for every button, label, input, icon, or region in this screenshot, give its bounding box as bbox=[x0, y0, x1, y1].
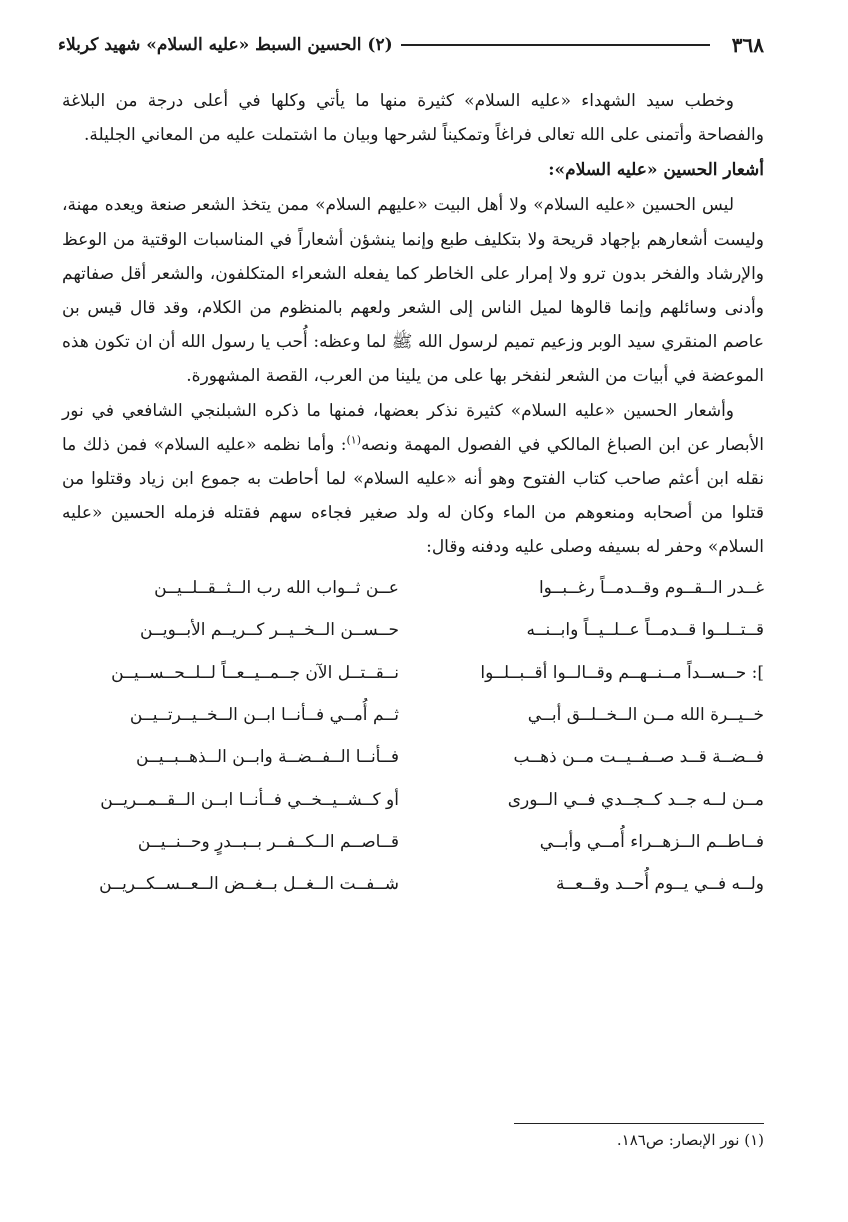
poem-verse bbox=[62, 779, 764, 821]
second-hemistich: حــســن الــخــيــر كــريــم الأبــويــن bbox=[139, 620, 399, 641]
second-hemistich: أو كــشــيــخــي فــأنــا ابــن الــقــمــريــن bbox=[100, 789, 399, 810]
poem-verse bbox=[62, 821, 764, 863]
second-hemistich: نــقــتــل الآن جــمــيــعــاً لــلــحــســيــن bbox=[111, 662, 399, 683]
second-hemistich: ثــم أُمــي فــأنــا ابــن الــخــيــرتــيــن bbox=[129, 704, 399, 725]
poem-verse bbox=[62, 609, 764, 651]
first-hemistich: قــتــلــوا قــدمــاً عــلــيــاً وابــنــه bbox=[526, 620, 764, 641]
first-hemistich: مــن لــه جــد كــجــدي فــي الــورى bbox=[507, 789, 764, 810]
paragraph: ليس الحسين «عليه السلام» ولا أهل البيت «عليهم السلام» ممن يتخذ الشعر صنعة ويعده مهنة، وليست أشعارهم بإجهاد قريحة ولا بتكليف طبع وإنما ينشؤن أشعاراً في المناسبات الوقتية من الوعظ والإرشاد والفخر بدون ترو ولا إمرار على الخاطر كما يفعله الشعراء المتكلفون، والشعر أقل صفاتهم وأدنى وسائلهم وإنما قالوها لميل الناس إلى الشعر ولعهم بالمنظوم من الكلام، وقد قال قيس بن عاصم المنقري سيد الوبر وزعيم تميم لرسول الله ﷺ لما وعظه: أُحب يا رسول الله أن ان تكون هذه الموعضة في أبيات من الشعر لنفخر بها على من يلينا من العرب، القصة المشهورة. bbox=[62, 195, 764, 387]
first-hemistich: فــضــة قــد صــفــيــت مــن ذهــب bbox=[513, 747, 764, 768]
second-hemistich: عــن ثــواب الله رب الــثــقــلــيــن bbox=[154, 577, 399, 598]
poem-verse bbox=[62, 567, 764, 609]
poem-verse bbox=[62, 651, 764, 693]
paragraph-text: : وأما نظمه «عليه السلام» فمن ذلك ما نقله ابن أعثم صاحب كتاب الفتوح وهو أنه «عليه السلام» لما أحاطت به جموع ابن زياد وقتلوا من قتلوا من أصحابه ومنعوهم من الماء وكان له ولد صغير فجاءه سهم فقتله فزمله الحسين «عليه السلام» وحفر له بسيفه وصلى عليه ودفنه وقال: bbox=[62, 434, 764, 558]
poem bbox=[62, 567, 764, 906]
second-hemistich: قــاصــم الــكــفــر بــبــدرٍ وحــنــيــن bbox=[137, 832, 399, 853]
page-header bbox=[58, 28, 764, 62]
header-rule bbox=[401, 44, 710, 46]
poem-verse bbox=[62, 863, 764, 905]
second-hemistich: فــأنــا الــفــضــة وابــن الــذهــبــيــن bbox=[135, 747, 399, 768]
poem-verse bbox=[62, 736, 764, 778]
first-hemistich: خــيــرة الله مــن الــخــلــق أبــي bbox=[527, 704, 764, 725]
first-hemistich: فــاطــم الــزهــراء أُمــي وأبــي bbox=[539, 832, 764, 853]
first-hemistich: ]: حــســداً مــنــهــم وقــالــوا أقــبــلــوا bbox=[480, 662, 764, 683]
running-title: (٢) الحسين السبط «عليه السلام» شهيد كربلاء bbox=[58, 35, 393, 55]
first-hemistich: ولــه فــي يــوم أُحــد وقــعــة bbox=[555, 874, 764, 895]
first-hemistich: غــدر الــقــوم وقــدمــاً رغــبــوا bbox=[538, 577, 764, 598]
paragraph: وخطب سيد الشهداء «عليه السلام» كثيرة منها ما يأتي وكلها في أعلى درجة من البلاغة والفصاحة وأتمنى على الله تعالى فراغاً وتمكيناً لشرحها وبيان ما اشتملت عليه من المعاني الجليلة. bbox=[62, 91, 764, 146]
main-text bbox=[62, 84, 764, 906]
paragraph bbox=[62, 394, 764, 565]
footnote: (١) نور الإبصار: ص١٨٦. bbox=[616, 1131, 764, 1149]
second-hemistich: شــفــت الــغــل بــغــض الــعــســكــريــن bbox=[99, 874, 399, 895]
footnote-rule bbox=[514, 1123, 764, 1124]
footnote-reference: (١) bbox=[346, 433, 361, 447]
paragraph-text: وأشعار الحسين «عليه السلام» كثيرة نذكر بعضها، فمنها ما ذكره الشبلنجي الشافعي في نور الأبصار عن ابن الصباغ المالكي في الفصول المهمة ونصه bbox=[62, 400, 764, 455]
page-number: ٣٦٨ bbox=[731, 33, 764, 57]
poem-verse bbox=[62, 694, 764, 736]
section-heading: أشعار الحسين «عليه السلام»: bbox=[548, 160, 764, 181]
